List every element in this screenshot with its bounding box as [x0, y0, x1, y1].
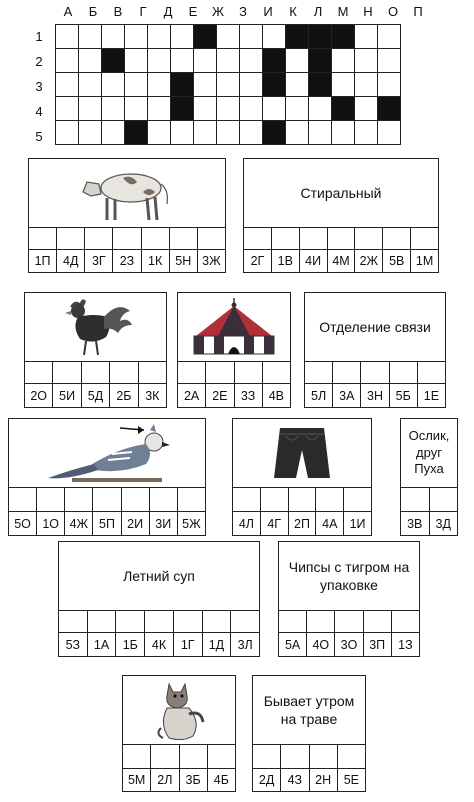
answer-cell[interactable]	[299, 227, 327, 249]
clue-text: Ослик, друг Пуха	[408, 427, 450, 477]
code-row	[25, 383, 166, 407]
code-cell: 1М	[410, 249, 438, 272]
code-row	[178, 383, 290, 407]
answer-cells	[9, 487, 205, 511]
answer-cell[interactable]	[337, 744, 365, 768]
grid-cell[interactable]	[355, 49, 378, 73]
card-cat	[122, 675, 236, 792]
column-header: М	[337, 4, 349, 19]
column-header: Д	[163, 4, 173, 19]
code-cell: 4А	[315, 511, 343, 535]
grid-cell[interactable]	[286, 73, 309, 97]
answer-cell[interactable]	[150, 744, 178, 768]
column-header: И	[263, 4, 273, 19]
grid-cell-black	[309, 73, 332, 97]
answer-cell[interactable]	[327, 227, 355, 249]
code-cell: 3И	[149, 511, 177, 535]
code-cell: 4О	[306, 632, 334, 656]
row-header: 1	[35, 29, 43, 44]
answer-cell[interactable]	[9, 487, 36, 511]
code-cell: 2Г	[244, 249, 271, 272]
grid-cell[interactable]	[286, 49, 309, 73]
code-cell: 4И	[299, 249, 327, 272]
code-cell: 2Ж	[354, 249, 382, 272]
grid-cell-black	[332, 25, 355, 49]
grid-cell[interactable]	[240, 49, 263, 73]
answer-cell[interactable]	[169, 227, 197, 249]
code-cell: 4Ж	[64, 511, 92, 535]
column-header: К	[289, 4, 297, 19]
code-cell: 3О	[334, 632, 362, 656]
grid-cell[interactable]	[194, 97, 217, 121]
code-row	[305, 383, 445, 407]
code-cell: 1Г	[173, 632, 202, 656]
code-row	[233, 511, 371, 535]
grid-cell[interactable]	[217, 49, 240, 73]
grid-cell-black	[309, 25, 332, 49]
answer-cell[interactable]	[382, 227, 410, 249]
answer-cell[interactable]	[343, 487, 371, 511]
code-cell: 3Г	[84, 249, 112, 272]
column-header: О	[387, 4, 399, 19]
code-row	[29, 249, 225, 272]
answer-cell[interactable]	[244, 227, 271, 249]
answer-cell[interactable]	[207, 744, 235, 768]
tent-image	[178, 293, 290, 361]
answer-cell[interactable]	[121, 487, 149, 511]
card-rooster	[24, 292, 167, 408]
row-header: 4	[35, 104, 43, 119]
answer-cells	[123, 744, 235, 768]
column-header: Е	[188, 4, 198, 19]
answer-cell[interactable]	[234, 361, 262, 383]
card-sup	[58, 541, 260, 657]
code-row	[9, 511, 205, 535]
code-cell: 2П	[288, 511, 316, 535]
answer-cell[interactable]	[25, 361, 52, 383]
grid-cell[interactable]	[56, 73, 79, 97]
code-cell: 5П	[92, 511, 120, 535]
grid-row	[56, 97, 401, 121]
grid-cell[interactable]	[171, 25, 194, 49]
grid-cell[interactable]	[125, 49, 148, 73]
grid-cell[interactable]	[240, 97, 263, 121]
code-cell: 5Л	[305, 383, 332, 407]
code-cell: 3Л	[230, 632, 259, 656]
code-cell: 5В	[382, 249, 410, 272]
answer-cell[interactable]	[205, 361, 233, 383]
grid-cell[interactable]	[240, 73, 263, 97]
column-header: З	[239, 4, 247, 19]
answer-cell[interactable]	[410, 227, 438, 249]
answer-cell[interactable]	[309, 744, 337, 768]
code-cell: 1В	[271, 249, 299, 272]
grid-cell[interactable]	[56, 49, 79, 73]
card-otdelenie	[304, 292, 446, 408]
answer-cell[interactable]	[138, 361, 166, 383]
code-cell: 2Л	[150, 768, 178, 791]
answer-cell[interactable]	[233, 487, 260, 511]
code-cell: 5Ж	[177, 511, 205, 535]
answer-cell[interactable]	[230, 610, 259, 632]
answer-cell[interactable]	[315, 487, 343, 511]
grid-cell[interactable]	[332, 49, 355, 73]
grid-cell[interactable]	[125, 97, 148, 121]
bird-image	[9, 419, 205, 487]
column-header: Г	[139, 4, 147, 19]
code-cell: 2А	[178, 383, 205, 407]
grid-cell[interactable]	[378, 73, 401, 97]
grid-cell[interactable]	[309, 121, 332, 145]
grid-cell[interactable]	[148, 97, 171, 121]
grid-cell-black	[102, 49, 125, 73]
rooster-image	[25, 293, 166, 361]
column-header: П	[413, 4, 423, 19]
grid-cell-black	[309, 49, 332, 73]
code-cell: 3Н	[360, 383, 388, 407]
grid-cell[interactable]	[79, 49, 102, 73]
code-cell: 2Н	[309, 768, 337, 791]
grid-cell[interactable]	[378, 49, 401, 73]
answer-cell[interactable]	[81, 361, 109, 383]
grid-cell-black	[263, 73, 286, 97]
grid-row	[56, 73, 401, 97]
code-cell: 4Л	[233, 511, 260, 535]
grid-cell-black	[286, 25, 309, 49]
grid-cell-black	[171, 97, 194, 121]
answer-cell[interactable]	[173, 610, 202, 632]
answer-cell[interactable]	[52, 361, 80, 383]
code-cell: 4М	[327, 249, 355, 272]
answer-cells	[305, 361, 445, 383]
code-cell: 5М	[123, 768, 150, 791]
row-header: 3	[35, 79, 43, 94]
answer-cell[interactable]	[92, 487, 120, 511]
clue-text: Летний суп	[123, 567, 195, 584]
grid-cell[interactable]	[194, 49, 217, 73]
grid-cell[interactable]	[79, 121, 102, 145]
code-cell: 3П	[363, 632, 391, 656]
grid-cell[interactable]	[355, 25, 378, 49]
answer-cells	[25, 361, 166, 383]
code-cell: 1Д	[202, 632, 231, 656]
answer-cell[interactable]	[178, 361, 205, 383]
answer-cell[interactable]	[332, 361, 360, 383]
grid-cell[interactable]	[286, 97, 309, 121]
code-row	[401, 511, 457, 535]
grid-cell[interactable]	[125, 25, 148, 49]
answer-cells	[253, 744, 365, 768]
grid-cell[interactable]	[56, 97, 79, 121]
code-cell: 1Е	[417, 383, 445, 407]
answer-cell[interactable]	[179, 744, 207, 768]
column-header: Н	[363, 4, 373, 19]
column-header: А	[63, 4, 73, 19]
answer-cell[interactable]	[334, 610, 362, 632]
card-cow	[28, 158, 226, 273]
answer-cell[interactable]	[391, 610, 419, 632]
grid-cell[interactable]	[263, 25, 286, 49]
answer-cell[interactable]	[271, 227, 299, 249]
cow-image	[29, 159, 225, 227]
grid-cell[interactable]	[125, 73, 148, 97]
code-cell: 2Д	[253, 768, 280, 791]
code-cell: 3З	[234, 383, 262, 407]
code-cell: 5Е	[337, 768, 365, 791]
column-header: Ж	[211, 4, 224, 19]
answer-cells	[401, 487, 457, 511]
code-cell: 2И	[121, 511, 149, 535]
answer-cell[interactable]	[417, 361, 445, 383]
grid-cell[interactable]	[79, 73, 102, 97]
grid-cell[interactable]	[217, 25, 240, 49]
code-cell: 2Б	[109, 383, 137, 407]
grid-cell-black	[263, 121, 286, 145]
clue-text: Отделение связи	[319, 318, 431, 335]
cat-image	[123, 676, 235, 744]
grid-cell[interactable]	[217, 97, 240, 121]
grid-cell[interactable]	[309, 97, 332, 121]
code-cell: 3К	[138, 383, 166, 407]
code-cell: 1З	[391, 632, 419, 656]
clue-text: Бывает утром на траве	[263, 692, 355, 727]
grid-cell-black	[263, 49, 286, 73]
code-row	[253, 768, 365, 791]
answer-cell[interactable]	[84, 227, 112, 249]
answer-cell[interactable]	[202, 610, 231, 632]
answer-cell[interactable]	[262, 361, 290, 383]
answer-cell[interactable]	[36, 487, 64, 511]
grid-cell-black	[171, 73, 194, 97]
grid-cell[interactable]	[355, 121, 378, 145]
answer-cells	[244, 227, 438, 249]
grid-row	[56, 25, 401, 49]
answer-cell[interactable]	[64, 487, 92, 511]
answer-cells	[178, 361, 290, 383]
grid-cell[interactable]	[171, 121, 194, 145]
card-tent	[177, 292, 291, 408]
code-row	[59, 632, 259, 656]
code-cell: 3В	[401, 511, 429, 535]
answer-cell[interactable]	[115, 610, 144, 632]
code-grid	[55, 24, 401, 145]
code-row	[123, 768, 235, 791]
answer-cell[interactable]	[279, 610, 306, 632]
grid-cell[interactable]	[217, 121, 240, 145]
card-chipsy	[278, 541, 420, 657]
answer-cell[interactable]	[87, 610, 116, 632]
grid-cell[interactable]	[102, 97, 125, 121]
grid-cell-black	[378, 97, 401, 121]
grid-cell[interactable]	[286, 121, 309, 145]
grid-cell[interactable]	[332, 73, 355, 97]
code-cell: 5Н	[169, 249, 197, 272]
answer-cells	[233, 487, 371, 511]
grid-cell[interactable]	[79, 25, 102, 49]
shorts-image	[233, 419, 371, 487]
answer-cell[interactable]	[109, 361, 137, 383]
answer-cell[interactable]	[389, 361, 417, 383]
grid-cell[interactable]	[148, 121, 171, 145]
grid-cell[interactable]	[378, 121, 401, 145]
answer-cell[interactable]	[149, 487, 177, 511]
code-cell: 1А	[87, 632, 116, 656]
grid-cell[interactable]	[148, 49, 171, 73]
answer-cell[interactable]	[197, 227, 225, 249]
grid-cell[interactable]	[355, 97, 378, 121]
answer-cells	[279, 610, 419, 632]
code-row	[244, 249, 438, 272]
answer-cells	[29, 227, 225, 249]
answer-cell[interactable]	[306, 610, 334, 632]
answer-cell[interactable]	[29, 227, 56, 249]
grid-cell[interactable]	[148, 73, 171, 97]
code-cell: 3Д	[429, 511, 458, 535]
grid-cell[interactable]	[355, 73, 378, 97]
card-stiral	[243, 158, 439, 273]
code-cell: 1Б	[115, 632, 144, 656]
answer-cell[interactable]	[253, 744, 280, 768]
clue-text: Чипсы с тигром на упаковке	[288, 558, 410, 593]
card-oslik	[400, 418, 458, 536]
grid-row	[56, 121, 401, 145]
code-row	[279, 632, 419, 656]
row-header: 5	[35, 129, 43, 144]
grid-cell[interactable]	[378, 25, 401, 49]
code-cell: 4К	[144, 632, 173, 656]
code-cell: 3Ж	[197, 249, 225, 272]
grid-cell[interactable]	[148, 25, 171, 49]
answer-cell[interactable]	[354, 227, 382, 249]
answer-cell[interactable]	[144, 610, 173, 632]
card-bird	[8, 418, 206, 536]
column-header: Б	[88, 4, 98, 19]
answer-cell[interactable]	[123, 744, 150, 768]
grid-cell[interactable]	[102, 121, 125, 145]
code-cell: 5З	[59, 632, 87, 656]
answer-cell[interactable]	[112, 227, 140, 249]
code-cell: 1О	[36, 511, 64, 535]
grid-cell[interactable]	[332, 121, 355, 145]
answer-cell[interactable]	[177, 487, 205, 511]
grid-cell[interactable]	[194, 73, 217, 97]
answer-cell[interactable]	[429, 487, 458, 511]
code-cell: 3А	[332, 383, 360, 407]
code-cell: 4З	[280, 768, 308, 791]
grid-cell[interactable]	[217, 73, 240, 97]
grid-cell[interactable]	[263, 97, 286, 121]
code-cell: 3Б	[179, 768, 207, 791]
grid-cell[interactable]	[56, 25, 79, 49]
grid-cell[interactable]	[240, 25, 263, 49]
column-header: Л	[313, 4, 323, 19]
code-cell: 5Б	[389, 383, 417, 407]
code-cell: 1К	[141, 249, 169, 272]
grid-cell[interactable]	[102, 25, 125, 49]
answer-cell[interactable]	[288, 487, 316, 511]
answer-cells	[59, 610, 259, 632]
row-header: 2	[35, 54, 43, 69]
code-cell: 5А	[279, 632, 306, 656]
code-cell: 2О	[25, 383, 52, 407]
code-cell: 4Г	[260, 511, 288, 535]
answer-cell[interactable]	[401, 487, 429, 511]
code-cell: 1П	[29, 249, 56, 272]
grid-cell[interactable]	[240, 121, 263, 145]
answer-cell[interactable]	[141, 227, 169, 249]
grid-row	[56, 49, 401, 73]
code-cell: 4В	[262, 383, 290, 407]
code-cell: 4Д	[56, 249, 84, 272]
answer-cell[interactable]	[360, 361, 388, 383]
answer-cell[interactable]	[363, 610, 391, 632]
grid-cell[interactable]	[56, 121, 79, 145]
clue-text: Стиральный	[300, 184, 382, 201]
grid-cell-black	[332, 97, 355, 121]
code-cell: 5Д	[81, 383, 109, 407]
answer-cell[interactable]	[59, 610, 87, 632]
code-cell: 2Е	[205, 383, 233, 407]
code-cell: 2З	[112, 249, 140, 272]
grid-cell[interactable]	[194, 121, 217, 145]
grid-cell[interactable]	[79, 97, 102, 121]
grid-cell[interactable]	[102, 73, 125, 97]
grid-cell[interactable]	[171, 49, 194, 73]
answer-cell[interactable]	[280, 744, 308, 768]
code-cell: 5И	[52, 383, 80, 407]
card-rosa	[252, 675, 366, 792]
card-shorts	[232, 418, 372, 536]
grid-cell-black	[125, 121, 148, 145]
answer-cell[interactable]	[56, 227, 84, 249]
answer-cell[interactable]	[260, 487, 288, 511]
code-cell: 5О	[9, 511, 36, 535]
code-cell: 1И	[343, 511, 371, 535]
grid-cell-black	[194, 25, 217, 49]
answer-cell[interactable]	[305, 361, 332, 383]
code-cell: 4Б	[207, 768, 235, 791]
column-header: В	[113, 4, 123, 19]
